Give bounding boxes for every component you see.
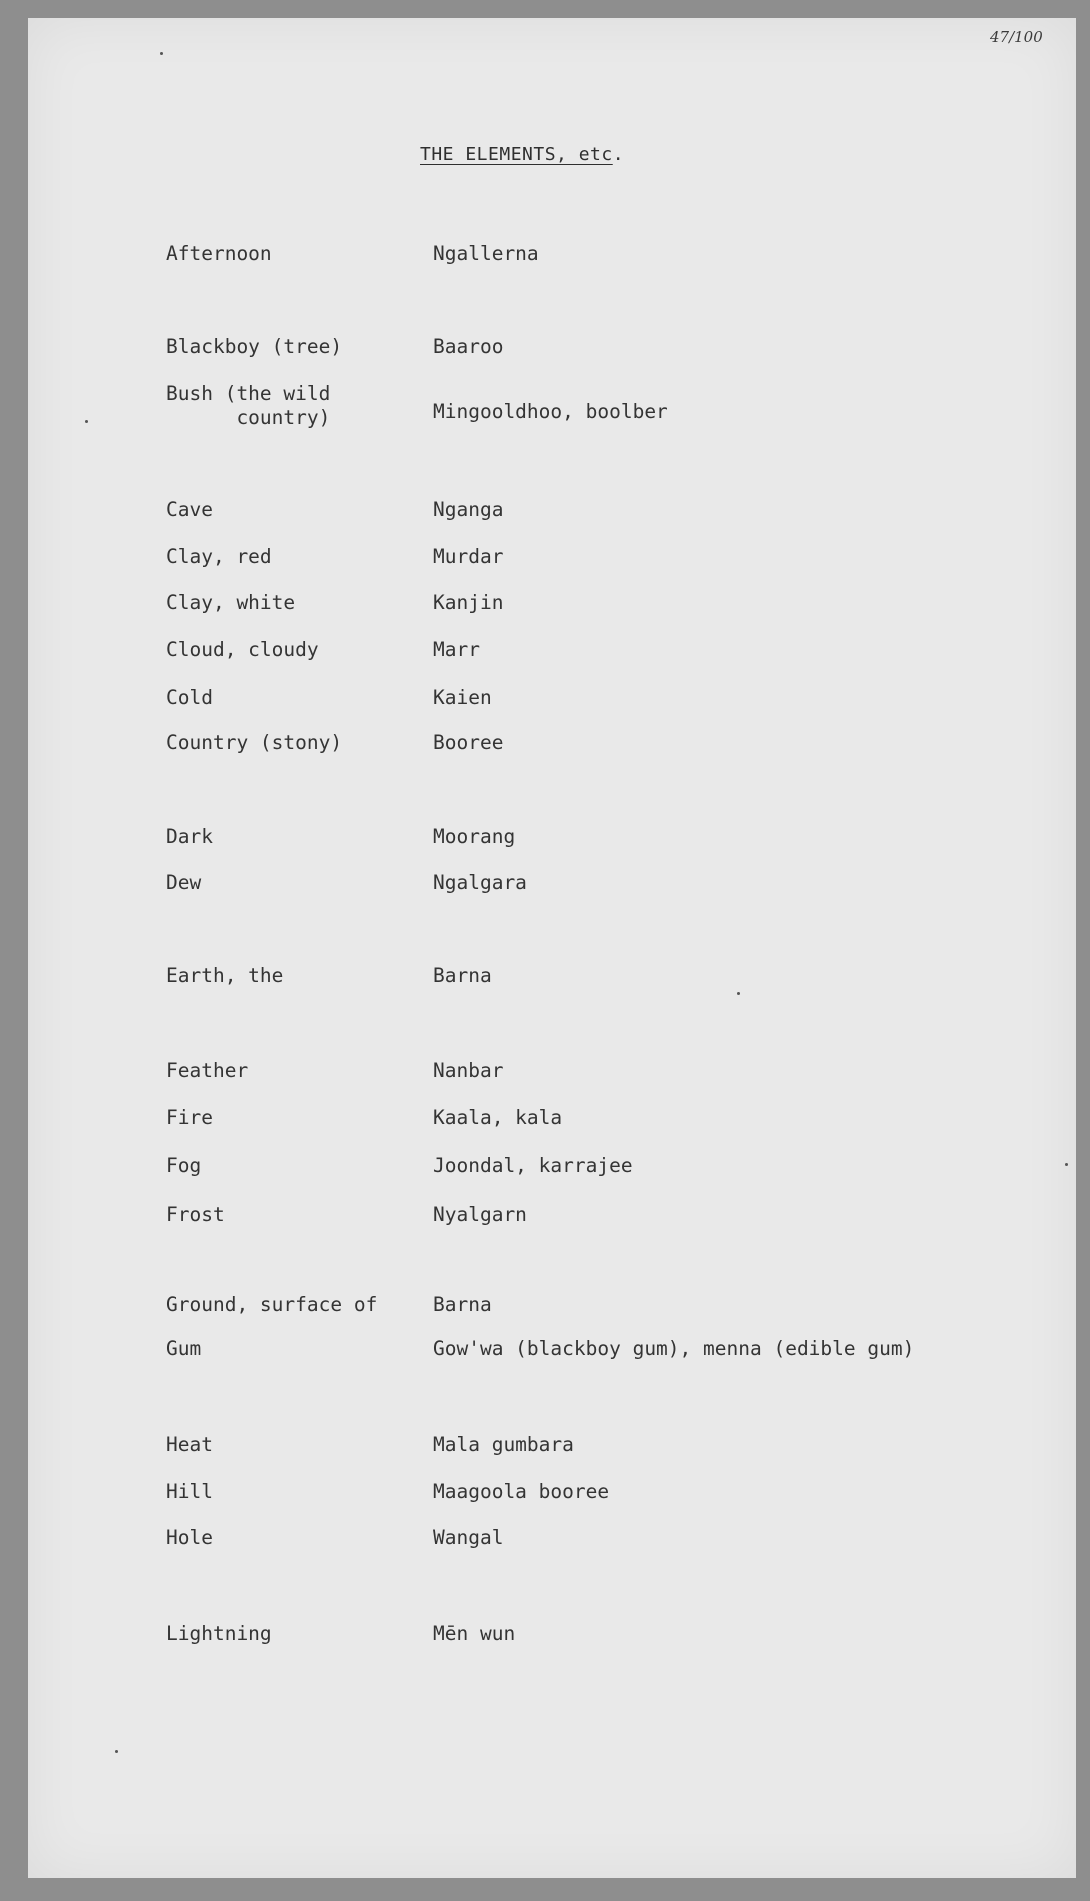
- english-term: Afternoon: [166, 242, 272, 265]
- aboriginal-word: Nyalgarn: [433, 1203, 527, 1226]
- english-term: Blackboy (tree): [166, 335, 343, 358]
- english-term: Frost: [166, 1203, 225, 1226]
- aboriginal-word: Nganga: [433, 498, 504, 521]
- paper-speck: [1065, 1163, 1068, 1166]
- english-term: Ground, surface of: [166, 1293, 378, 1316]
- paper-speck: [85, 420, 88, 423]
- aboriginal-word: Booree: [433, 731, 504, 754]
- page-number: 47/100: [990, 28, 1043, 46]
- aboriginal-word: Ngalgara: [433, 871, 527, 894]
- aboriginal-word: Wangal: [433, 1526, 504, 1549]
- page-title-text: THE ELEMENTS, etc: [420, 144, 613, 165]
- aboriginal-word: Baaroo: [433, 335, 504, 358]
- english-term: Feather: [166, 1059, 249, 1082]
- paper-speck: [737, 992, 740, 995]
- aboriginal-word: Kaien: [433, 686, 492, 709]
- aboriginal-word: Marr: [433, 638, 480, 661]
- english-term: Cave: [166, 498, 213, 521]
- aboriginal-word: Nanbar: [433, 1059, 504, 1082]
- english-term: Fire: [166, 1106, 213, 1129]
- aboriginal-word: Barna: [433, 1293, 492, 1316]
- aboriginal-word: Kanjin: [433, 591, 504, 614]
- english-term: Hill: [166, 1480, 213, 1503]
- aboriginal-word: Kaala, kala: [433, 1106, 563, 1129]
- english-term: Bush (the wild country): [166, 382, 331, 429]
- aboriginal-word: Barna: [433, 964, 492, 987]
- aboriginal-word: Mala gumbara: [433, 1433, 574, 1456]
- english-term: Cold: [166, 686, 213, 709]
- aboriginal-word: Murdar: [433, 545, 504, 568]
- english-term: Earth, the: [166, 964, 284, 987]
- paper-speck: [115, 1750, 118, 1753]
- english-term: Clay, white: [166, 591, 296, 614]
- page-title-period: .: [612, 144, 625, 165]
- aboriginal-word: Joondal, karrajee: [433, 1154, 633, 1177]
- aboriginal-word: Mingooldhoo, boolber: [433, 400, 668, 423]
- english-term: Clay, red: [166, 545, 272, 568]
- english-term: Fog: [166, 1154, 202, 1177]
- aboriginal-word: Gow'wa (blackboy gum), menna (edible gum): [433, 1337, 915, 1360]
- english-term: Gum: [166, 1337, 202, 1360]
- english-term: Dew: [166, 871, 202, 894]
- aboriginal-word: Ngallerna: [433, 242, 539, 265]
- aboriginal-word: Moorang: [433, 825, 516, 848]
- paper-speck: [160, 52, 163, 55]
- english-term: Hole: [166, 1526, 213, 1549]
- aboriginal-word: Maagoola booree: [433, 1480, 610, 1503]
- english-term: Cloud, cloudy: [166, 638, 319, 661]
- english-term: Heat: [166, 1433, 213, 1456]
- english-term: Dark: [166, 825, 213, 848]
- aboriginal-word: Mēn wun: [433, 1622, 516, 1645]
- english-term: Lightning: [166, 1622, 272, 1645]
- english-term: Country (stony): [166, 731, 343, 754]
